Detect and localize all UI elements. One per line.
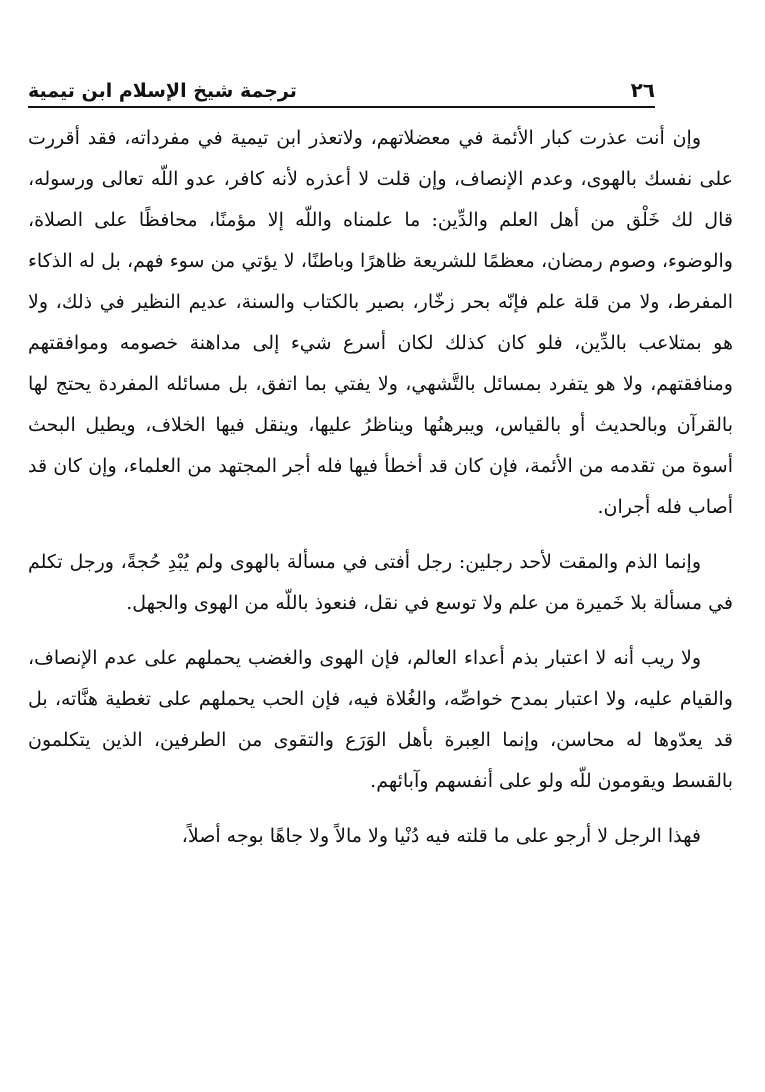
running-title: ترجمة شيخ الإسلام ابن تيمية	[28, 80, 297, 102]
paragraph-2: وإنما الذم والمقت لأحد رجلين: رجل أفتى في مسألة بالهوى ولم يُبْدِ حُجةً، ورجل تكلم في مسألة بلا خَميرة من علم ولا توسع في نقل، فنعوذ باللّه من الهوى والجهل.	[28, 551, 733, 614]
running-header	[28, 62, 655, 108]
paragraph-1: وإن أنت عذرت كبار الأئمة في معضلاتهم، ولاتعذر ابن تيمية في مفرداته، فقد أقررت على نفسك بالهوى، وعدم الإنصاف، وإن قلت لا أعذره لأنه كافر، عدو اللّه تعالى ورسوله، قال لك خَلْق من أهل العلم والدِّين: ما علمناه واللّه إلا مؤمنًا، محافظًا على الصلاة، والوضوء، وصوم رمضان، معظمًا للشريعة ظاهرًا وباطنًا، لا يؤتي من سوء فهم، بل له الذكاء المفرط، ولا من قلة علم فإنّه بحر زخّار، بصير بالكتاب والسنة، عديم النظير في ذلك، ولا هو بمتلاعب بالدِّين، فلو كان كذلك لكان أسرع شيء إلى مداهنة خصومه وموافقتهم ومنافقتهم، ولا هو يتفرد بمسائل بالتَّشهي، ولا يفتي بما اتفق، بل مسائله المفردة يحتج لها بالقرآن وبالحديث أو بالقياس، ويبرهنُها ويناظرُ عليها، وينقل فيها الخلاف، ويطيل البحث أسوة من تقدمه من الأئمة، فإن كان قد أخطأ فيها فله أجر المجتهد من العلماء، وإن كان قد أصاب فله أجران.	[28, 127, 733, 518]
paragraph-3: ولا ريب أنه لا اعتبار بذم أعداء العالم، فإن الهوى والغضب يحملهم على عدم الإنصاف، والقيام عليه، ولا اعتبار بمدح خواصِّه، والغُلاة فيه، فإن الحب يحملهم على تغطية هنَّاته، بل قد يعدّوها له محاسن، وإنما العِبرة بأهل الوَرَع والتقوى من الطرفين، الذين يتكلمون بالقسط ويقومون للّه ولو على أنفسهم وآبائهم.	[28, 647, 733, 792]
page-number: ٢٦	[630, 78, 655, 102]
paragraph-4: فهذا الرجل لا أرجو على ما قلته فيه دُنْيا ولا مالاً ولا جاهًا بوجه أصلاً،	[181, 825, 701, 847]
page-body	[28, 118, 733, 871]
